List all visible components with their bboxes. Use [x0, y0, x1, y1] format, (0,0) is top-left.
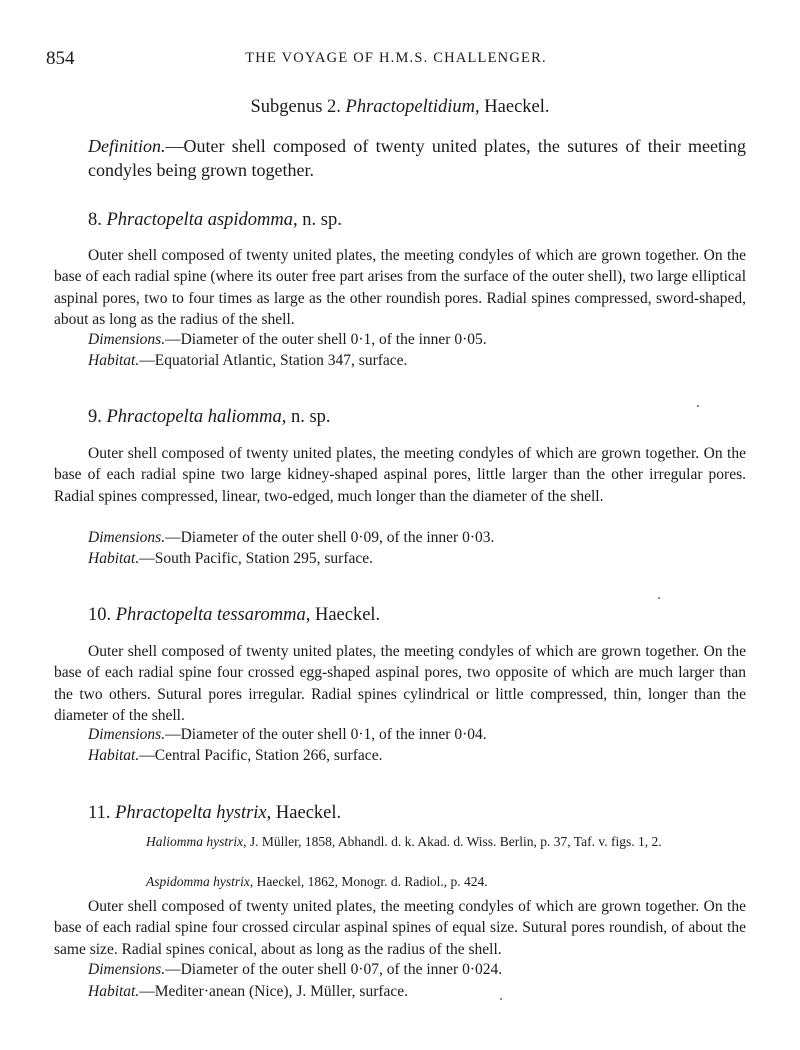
synonym-entry — [146, 832, 746, 852]
print-speck — [658, 597, 660, 599]
species-author: , n. sp. — [293, 210, 342, 230]
running-title: THE VOYAGE OF H.M.S. CHALLENGER. — [245, 50, 547, 66]
subgenus-author: , Haeckel. — [475, 97, 550, 117]
dimensions-label: Dimensions. — [88, 529, 166, 546]
species-dimensions — [88, 331, 487, 349]
species-number: 10. — [88, 605, 112, 625]
dimensions-text: —Diameter of the outer shell 0·1, of the inner 0·05. — [165, 331, 487, 348]
species-author: , Haeckel. — [305, 605, 381, 625]
subgenus-name: Phractopeltidium — [345, 97, 476, 117]
subgenus-label: Subgenus 2. — [250, 97, 341, 117]
habitat-text: —Mediter·anean (Nice), J. Müller, surface. — [139, 983, 409, 1000]
synonym-name: Haliomma hystrix — [146, 834, 244, 849]
species-description: Outer shell composed of twenty united plates, the meeting condyles of which are grown together. On the base of each radial spine four crossed circular aspinal spines of equal size. Sutural pores roundish, of about the same size. Radial spines conical, about as long as the radius of the shell. — [54, 898, 746, 958]
species-heading — [88, 605, 380, 626]
subgenus-heading — [0, 97, 800, 118]
species-author: , Haeckel. — [266, 803, 342, 823]
species-dimensions — [88, 961, 502, 979]
definition-text: —Outer shell composed of twenty united plates, the sutures of their meeting condyles being grown together. — [88, 136, 746, 180]
habitat-text: —South Pacific, Station 295, surface. — [139, 550, 373, 567]
species-description: Outer shell composed of twenty united plates, the meeting condyles of which are grown together. On the base of each radial spine four crossed egg-shaped aspinal pores, two opposite of which are much larger than the two others. Sutural pores irregular. Radial spines cylindrical or little compressed, thin, longer than the diameter of the shell. — [54, 643, 746, 725]
species-description: Outer shell composed of twenty united plates, the meeting condyles of which are grown together. On the base of each radial spine two large kidney-shaped aspinal pores, little larger than the other irregular pores. Radial spines compressed, linear, two-edged, much longer than the diameter of the shell. — [54, 445, 746, 505]
synonym-reference: , Haeckel, 1862, Monogr. d. Radiol., p. 424. — [249, 874, 488, 889]
species-habitat — [88, 550, 373, 568]
subgenus-definition — [88, 134, 746, 182]
species-description: Outer shell composed of twenty united plates, the meeting condyles of which are grown together. On the base of each radial spine (where its outer free part arises from the surface of the outer shell), two large elliptical aspinal pores, two to four times as large as the other roundish pores. Radial spines compressed, sword-shaped, about as long as the radius of the shell. — [54, 247, 746, 329]
dimensions-label: Dimensions. — [88, 726, 166, 743]
species-number: 9. — [88, 407, 102, 427]
species-dimensions — [88, 726, 487, 744]
habitat-label: Habitat. — [88, 550, 140, 567]
synonym-reference: , J. Müller, 1858, Abhandl. d. k. Akad. d. Wiss. Berlin, p. 37, Taf. v. figs. 1, 2. — [243, 834, 662, 849]
species-habitat — [88, 352, 407, 370]
dimensions-text: —Diameter of the outer shell 0·1, of the inner 0·04. — [165, 726, 487, 743]
species-name: Phractopelta haliomma — [106, 407, 282, 427]
dimensions-label: Dimensions. — [88, 961, 166, 978]
dimensions-text: —Diameter of the outer shell 0·07, of the inner 0·024. — [165, 961, 503, 978]
species-habitat — [88, 983, 408, 1001]
habitat-label: Habitat. — [88, 352, 140, 369]
habitat-text: —Central Pacific, Station 266, surface. — [139, 747, 383, 764]
page-number: 854 — [46, 48, 75, 69]
habitat-text: —Equatorial Atlantic, Station 347, surface. — [139, 352, 408, 369]
species-name: Phractopelta hystrix — [115, 803, 267, 823]
species-habitat — [88, 747, 382, 765]
dimensions-label: Dimensions. — [88, 331, 166, 348]
synonym-entry — [146, 872, 746, 892]
habitat-label: Habitat. — [88, 747, 140, 764]
habitat-label: Habitat. — [88, 983, 140, 1000]
species-author: , n. sp. — [281, 407, 331, 427]
species-number: 11. — [88, 803, 111, 823]
species-heading — [88, 210, 342, 231]
species-dimensions — [88, 529, 494, 547]
print-speck — [697, 405, 699, 407]
species-number: 8. — [88, 210, 102, 230]
page-header — [46, 48, 746, 72]
print-speck — [500, 998, 502, 1000]
species-heading — [88, 407, 331, 428]
definition-label: Definition. — [88, 136, 166, 156]
species-name: Phractopelta aspidomma — [106, 210, 294, 230]
species-heading — [88, 803, 341, 824]
synonym-name: Aspidomma hystrix — [146, 874, 250, 889]
species-name: Phractopelta tessaromma — [115, 605, 306, 625]
dimensions-text: —Diameter of the outer shell 0·09, of the inner 0·03. — [165, 529, 495, 546]
